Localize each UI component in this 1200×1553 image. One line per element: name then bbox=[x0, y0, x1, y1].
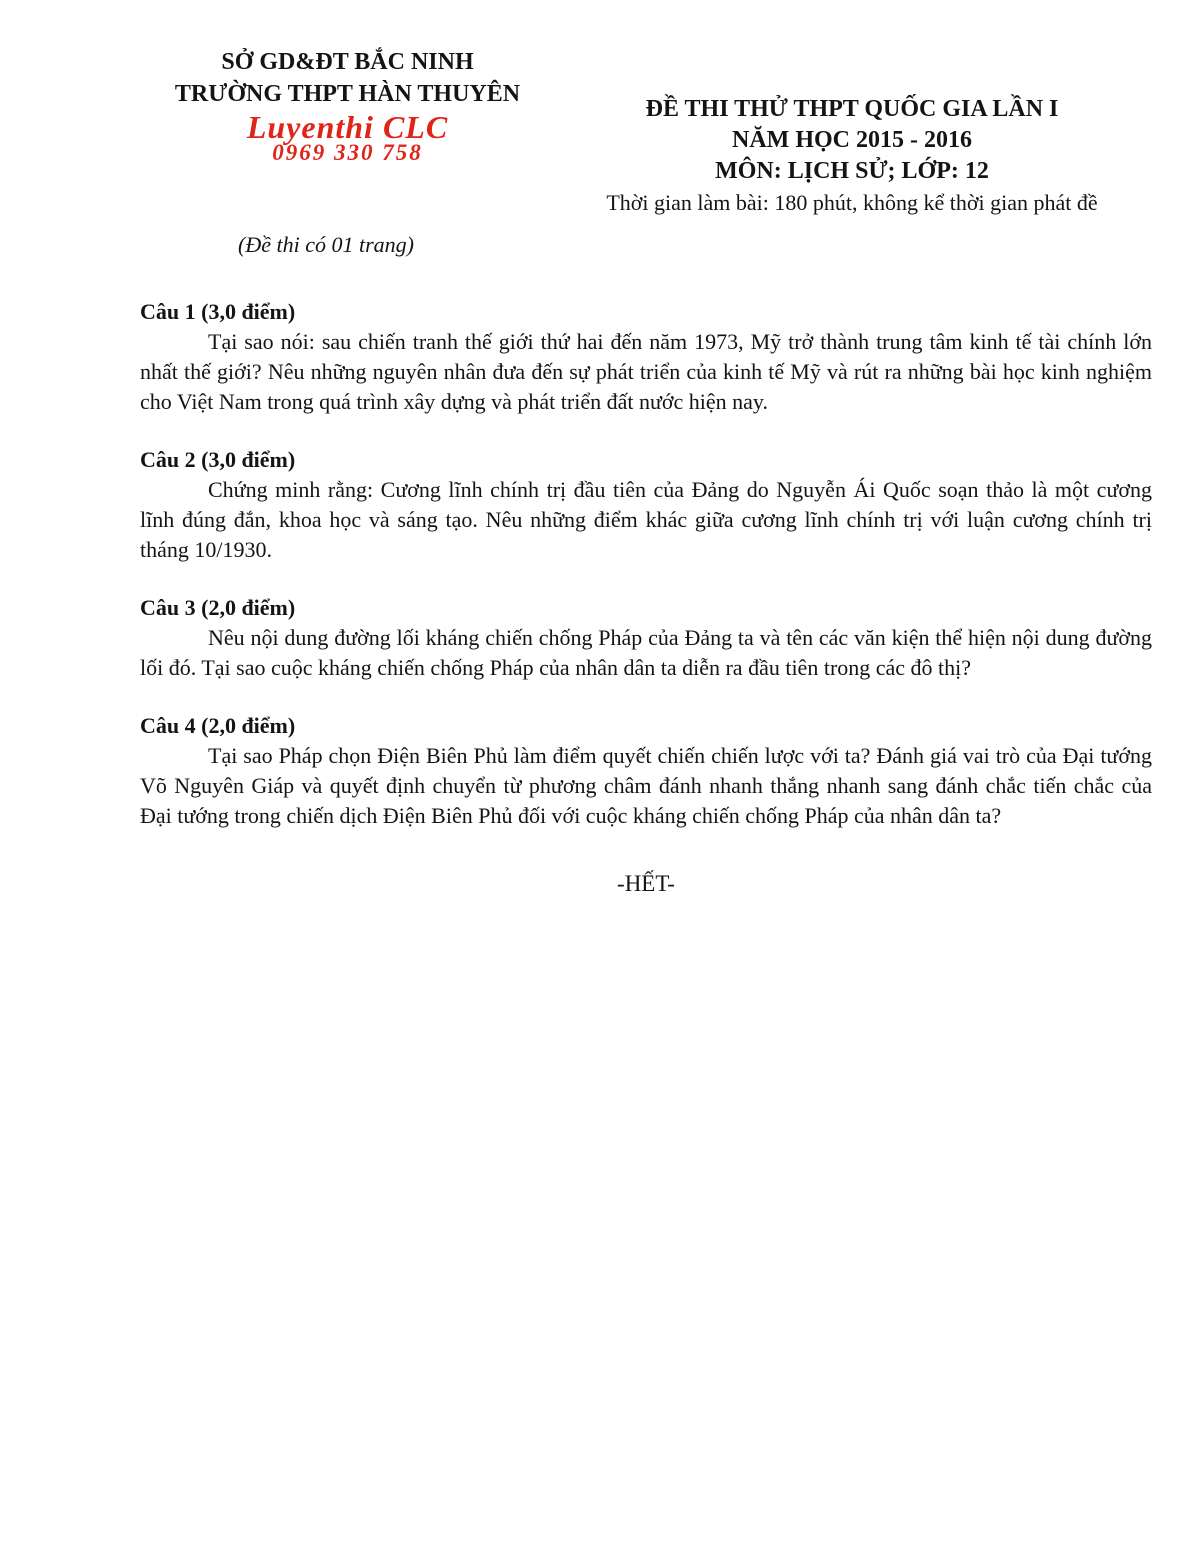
question-4-body: Tại sao Pháp chọn Điện Biên Phủ làm điểm quyết chiến chiến lược với ta? Đánh giá vai trò của Đại tướng Võ Nguyên Giáp và quyết định chuyển từ phương châm đánh nhanh thắng nhanh sang đánh chắc tiến chắc của Đại tướng trong chiến dịch Điện Biên Phủ đối với cuộc kháng chiến chống Pháp của nhân dân ta? bbox=[140, 743, 1152, 828]
page-count-note: (Đề thi có 01 trang) bbox=[238, 232, 414, 257]
question-2 bbox=[140, 445, 1152, 565]
coaching-logo: Luyenthi CLC bbox=[246, 109, 449, 145]
questions-section bbox=[140, 297, 1152, 899]
header-exam-block bbox=[552, 94, 1152, 218]
exam-school-year: NĂM HỌC 2015 - 2016 bbox=[732, 127, 972, 153]
question-1-body: Tại sao nói: sau chiến tranh thế giới thứ hai đến năm 1973, Mỹ trở thành trung tâm kinh tế tài chính lớn nhất thế giới? Nêu những nguyên nhân đưa đến sự phát triển của kinh tế Mỹ và rút ra những bài học kinh nghiệm cho Việt Nam trong quá trình xây dựng và phát triển đất nước hiện nay. bbox=[140, 329, 1152, 414]
exam-title: ĐỀ THI THỬ THPT QUỐC GIA LẦN I bbox=[645, 96, 1059, 122]
question-2-body: Chứng minh rằng: Cương lĩnh chính trị đầu tiên của Đảng do Nguyễn Ái Quốc soạn thảo là một cương lĩnh đúng đắn, khoa học và sáng tạo. Nêu những điểm khác giữa cương lĩnh chính trị với luận cương chính trị tháng 10/1930. bbox=[140, 477, 1152, 562]
exam-duration: Thời gian làm bài: 180 phút, không kể thời gian phát đề bbox=[606, 190, 1098, 215]
question-4 bbox=[140, 711, 1152, 831]
school-name: TRƯỜNG THPT HÀN THUYÊN bbox=[174, 81, 521, 107]
question-4-heading: Câu 4 (2,0 điểm) bbox=[140, 713, 296, 738]
question-1 bbox=[140, 297, 1152, 417]
question-3 bbox=[140, 593, 1152, 683]
question-1-heading: Câu 1 (3,0 điểm) bbox=[140, 299, 296, 324]
question-2-heading: Câu 2 (3,0 điểm) bbox=[140, 447, 296, 472]
department-name: SỞ GD&ĐT BẮC NINH bbox=[221, 49, 474, 75]
question-3-heading: Câu 3 (2,0 điểm) bbox=[140, 595, 296, 620]
end-of-exam-mark: -HẾT- bbox=[617, 871, 675, 896]
exam-subject: MÔN: LỊCH SỬ; LỚP: 12 bbox=[715, 158, 989, 184]
question-3-body: Nêu nội dung đường lối kháng chiến chống Pháp của Đảng ta và tên các văn kiện thể hiện nội dung đường lối đó. Tại sao cuộc kháng chiến chống Pháp của nhân dân ta diễn ra đầu tiên trong các đô thị? bbox=[140, 625, 1152, 680]
header-school-block bbox=[150, 46, 545, 164]
coaching-logo-phone: 0969 330 758 bbox=[272, 140, 423, 165]
